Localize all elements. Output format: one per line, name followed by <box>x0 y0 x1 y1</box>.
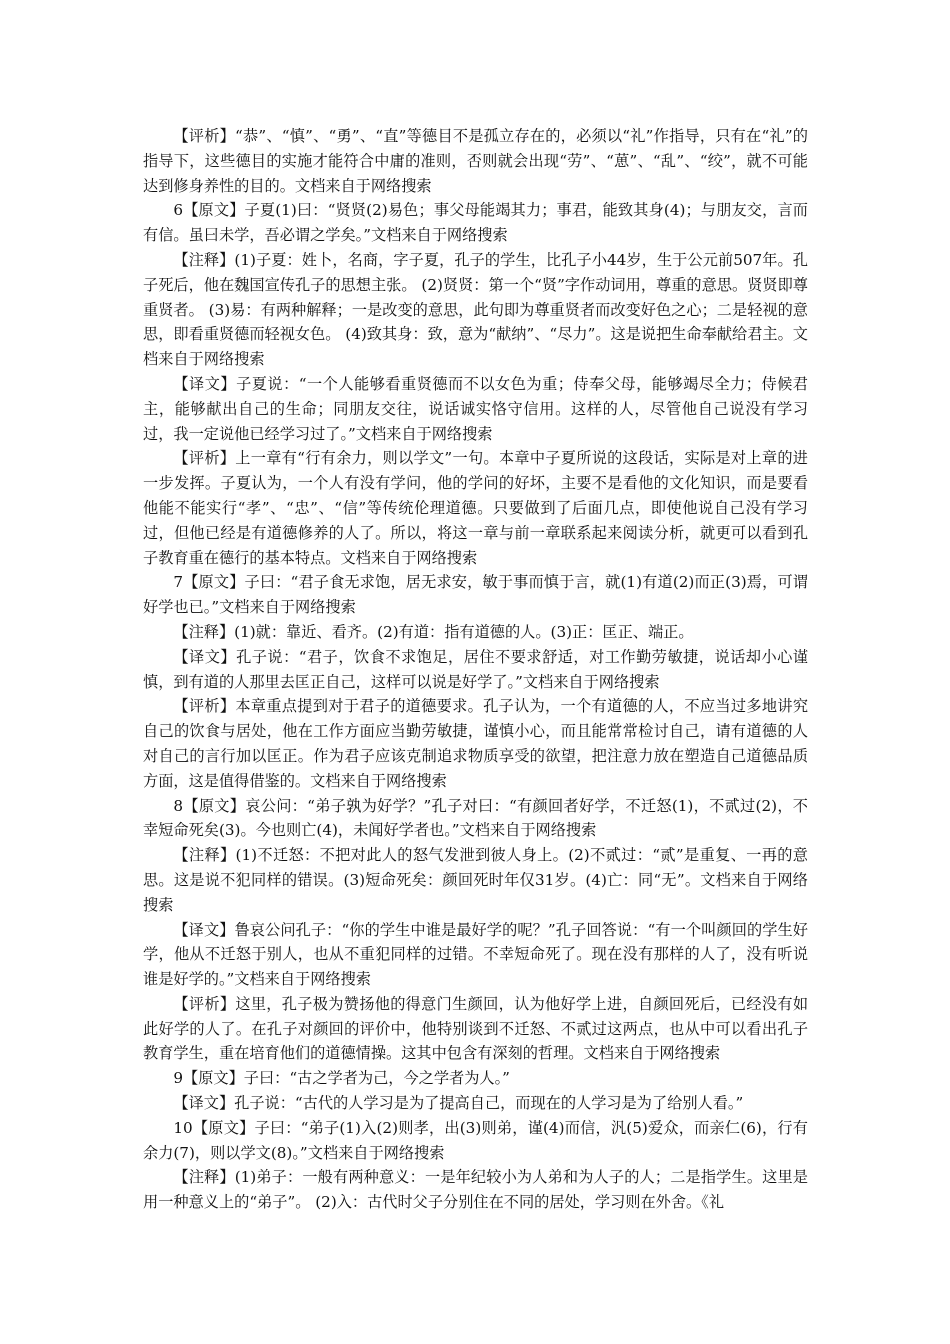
paragraph-analysis-6: 【评析】上一章有“行有余力，则以学文”一句。本章中子夏所说的这段话，实际是对上章的进一步发挥。子夏认为，一个人有没有学问，他的学问的好坏，主要不是看他的文化知识，而是要看他能不能实行“孝”、“忠”、“信”等传统伦理道德。只要做到了后面几点，即使他说自己没有学习过，但他已经是有道德修养的人了。所以，将这一章与前一章联系起来阅读分析，就更可以看到孔子教育重在德行的基本特点。文档来自于网络搜索 <box>143 449 808 567</box>
paragraph-original-10: 10【原文】子曰：“弟子(1)入(2)则孝，出(3)则弟，谨(4)而信，汎(5)爱众，而亲仁(6)，行有余力(7)，则以学文(8)。”文档来自于网络搜索 <box>143 1118 808 1162</box>
document-body <box>143 124 808 1215</box>
paragraph-analysis-5: 【评析】“恭”、“慎”、“勇”、“直”等德目不是孤立存在的，必须以“礼”作指导，只有在“礼”的指导下，这些德目的实施才能符合中庸的准则，否则就会出现“劳”、“葸”、“乱”、“绞”，就不可能达到修身养性的目的。文档来自于网络搜索 <box>143 127 808 195</box>
paragraph-translation-6: 【译文】子夏说：“一个人能够看重贤德而不以女色为重；侍奉父母，能够竭尽全力；侍候君主，能够献出自己的生命；同朋友交往，说话诚实恪守信用。这样的人，尽管他自己说没有学习过，我一定说他已经学习过了。”文档来自于网络搜索 <box>143 374 808 443</box>
paragraph-notes-10: 【注释】(1)弟子：一般有两种意义：一是年纪较小为人弟和为人子的人；二是指学生。这里是用一种意义上的“弟子”。 (2)入：古代时父子分别住在不同的居处，学习则在外舍。《礼 <box>143 1168 808 1212</box>
paragraph-translation-8: 【译文】鲁哀公问孔子：“你的学生中谁是最好学的呢？”孔子回答说：“有一个叫颜回的学生好学，他从不迁怒于别人，也从不重犯同样的过错。不幸短命死了。现在没有那样的人了，没有听说谁是好学的。”文档来自于网络搜索 <box>143 920 808 989</box>
paragraph-translation-9: 【译文】孔子说：“古代的人学习是为了提高自己，而现在的人学习是为了给别人看。” <box>173 1094 744 1113</box>
paragraph-original-6: 6【原文】子夏(1)曰：“贤贤(2)易色；事父母能竭其力；事君，能致其身(4)；与朋友交，言而有信。虽曰未学，吾必谓之学矣。”文档来自于网络搜索 <box>143 201 808 245</box>
paragraph-notes-7: 【注释】(1)就：靠近、看齐。(2)有道：指有道德的人。(3)正：匡正、端正。 <box>173 622 694 641</box>
paragraph-original-9: 9【原文】子曰：“古之学者为己，今之学者为人。” <box>173 1069 510 1088</box>
paragraph-notes-8: 【注释】(1)不迁怒：不把对此人的怒气发泄到彼人身上。(2)不贰过：“贰”是重复、一再的意思。这是说不犯同样的错误。(3)短命死矣：颜回死时年仅31岁。(4)亡：同“无”。文档来自于网络搜索 <box>143 846 808 914</box>
paragraph-translation-7: 【译文】孔子说：“君子，饮食不求饱足，居住不要求舒适，对工作勤劳敏捷，说话却小心谨慎，到有道的人那里去匡正自己，这样可以说是好学了。”文档来自于网络搜索 <box>143 647 808 691</box>
paragraph-notes-6: 【注释】(1)子夏：姓卜，名商，字子夏，孔子的学生，比孔子小44岁，生于公元前507年。孔子死后，他在魏国宣传孔子的思想主张。 (2)贤贤：第一个“贤”字作动词用，尊重的意思。贤贤即尊重贤者。 (3)易：有两种解释；一是改变的意思，此句即为尊重贤者而改变好色之心；二是轻视的意思，即看重贤德而轻视女色。 (4)致其身：致，意为“献纳”、“尽力”。这是说把生命奉献给君主。文档来自于网络搜索 <box>143 250 808 369</box>
paragraph-original-7: 7【原文】子曰：“君子食无求饱，居无求安，敏于事而慎于言，就(1)有道(2)而正(3)焉，可谓好学也已。”文档来自于网络搜索 <box>143 573 808 617</box>
paragraph-analysis-8: 【评析】这里，孔子极为赞扬他的得意门生颜回，认为他好学上进，自颜回死后，已经没有如此好学的人了。在孔子对颜回的评价中，他特别谈到不迁怒、不贰过这两点，也从中可以看出孔子教育学生，重在培育他们的道德情操。这其中包含有深刻的哲理。文档来自于网络搜索 <box>143 994 808 1063</box>
paragraph-analysis-7: 【评析】本章重点提到对于君子的道德要求。孔子认为，一个有道德的人，不应当过多地讲究自己的饮食与居处，他在工作方面应当勤劳敏捷，谨慎小心，而且能常常检讨自己，请有道德的人对自己的言行加以匡正。作为君子应该克制追求物质享受的欲望，把注意力放在塑造自己道德品质方面，这是值得借鉴的。文档来自于网络搜索 <box>143 697 808 790</box>
paragraph-original-8: 8【原文】哀公问：“弟子孰为好学？”孔子对曰：“有颜回者好学，不迁怒(1)，不贰过(2)，不幸短命死矣(3)。今也则亡(4)，未闻好学者也。”文档来自于网络搜索 <box>143 796 808 840</box>
